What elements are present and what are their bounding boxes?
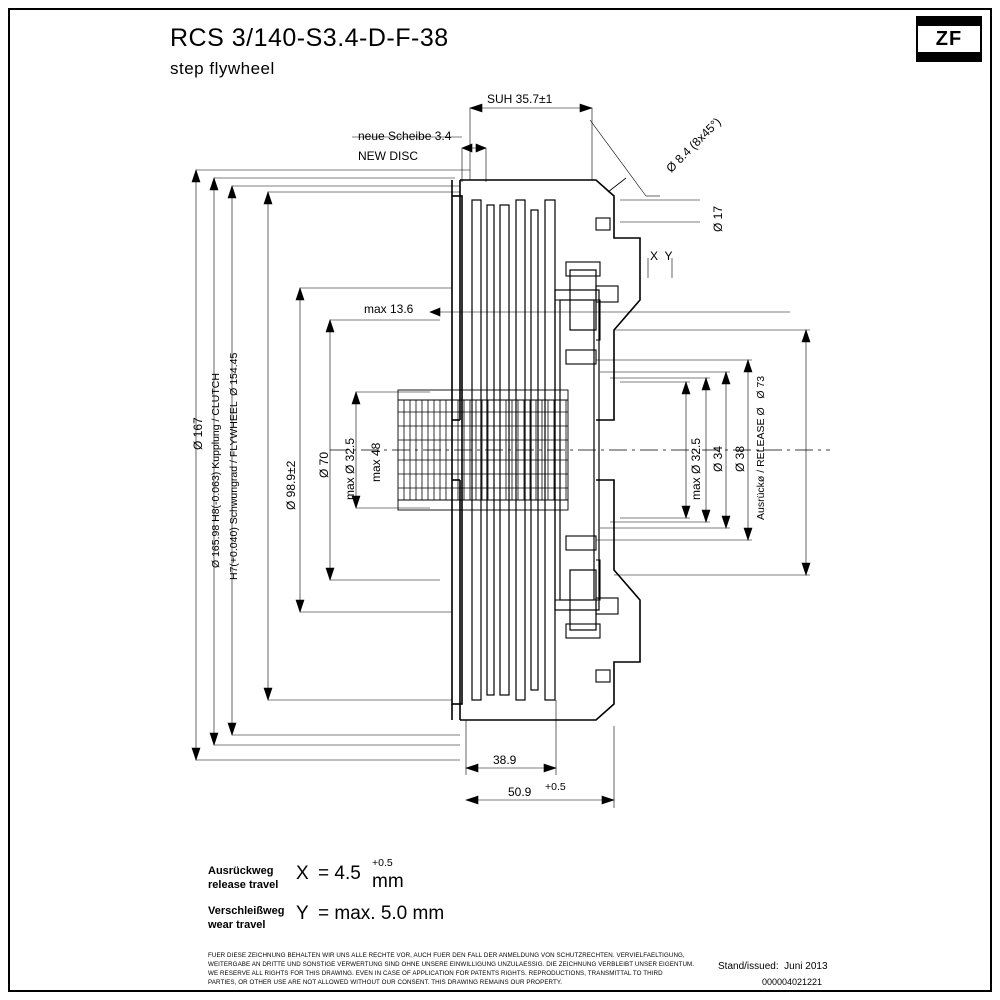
page-title: RCS 3/140-S3.4-D-F-38 (170, 24, 449, 52)
dim-50-9: 50.9 (508, 785, 532, 799)
dim-d167: Ø 167 (191, 417, 205, 450)
dim-50-9-tolerance: +0.5 (545, 781, 566, 793)
page-subtitle: step flywheel (170, 59, 275, 78)
zf-logo-text: ZF (935, 27, 963, 50)
note-wear-symbol: Y (296, 903, 309, 924)
dim-d98-9: Ø 98.9±2 (284, 460, 298, 510)
legal-line-2: WEITERGABE AN DRITTE UND SONSTIGE VERWERTUNG SIND OHNE UNSERE EINWILLIGUNG UNZULAESSIG. DIE ZEICHNUNG VERBLEIBT UNSER EIGENTUM. (208, 961, 695, 968)
document-number: 000004021221 (762, 977, 823, 987)
dim-max-13-6: max 13.6 (364, 302, 414, 316)
dim-max-32-5-left: max Ø 32.5 (343, 437, 357, 500)
dim-new-disc-de: neue Scheibe 3.4 (358, 129, 452, 143)
zf-logo (916, 16, 982, 62)
legal-line-4: PARTIES, OR OTHER USE ARE NOT ALLOWED WITHOUT OUR CONSENT. THIS DRAWING REMAINS OUR PROPERTY. (208, 979, 563, 986)
note-release-value: = 4.5 (318, 863, 361, 884)
dim-release-d73: Ausrückø / RELEASE Ø Ø 73 (755, 375, 767, 520)
legal-line-1: FUER DIESE ZEICHNUNG BEHALTEN WIR UNS ALLE RECHTE VOR, AUCH FUER DEN FALL DER ANMELDUNG VON SCHUTZRECHTEN. VERVIELFAELTIGUNG, (208, 952, 685, 959)
note-release-label-en: release travel (208, 879, 279, 891)
legal-line-3: WE RESERVE ALL RIGHTS FOR THIS DRAWING. EVEN IN CASE OF APPLICATION FOR PATENTS RIGHTS. REPRODUCTIONS, TRANSMITTAL TO THIRD (208, 970, 663, 977)
note-wear-label-de: Verschleißweg (208, 905, 285, 917)
dim-max-32-5-right: max Ø 32.5 (689, 437, 703, 500)
dim-38-9: 38.9 (493, 753, 517, 767)
dim-d154-45: H7(+0.040) Schwungrad / FLYWHEEL Ø 154.45 (228, 352, 240, 580)
dim-d34: Ø 34 (711, 445, 725, 472)
dim-max-48: max 48 (369, 442, 383, 482)
dim-d70: Ø 70 (317, 451, 331, 478)
dim-new-disc-en: NEW DISC (358, 149, 418, 163)
dim-d17: Ø 17 (711, 205, 725, 232)
dim-d38: Ø 38 (733, 445, 747, 472)
issued-date: Stand/issued: Juni 2013 (718, 961, 828, 972)
dim-suh: SUH 35.7±1 (487, 92, 553, 106)
note-release-tolerance: +0.5 (372, 857, 393, 869)
note-wear-value: = max. 5.0 mm (318, 903, 445, 924)
note-wear-label-en: wear travel (208, 919, 266, 931)
note-release-unit: mm (372, 871, 404, 892)
dim-xy-marker: X Y (650, 249, 673, 263)
note-release-label-de: Ausrückweg (208, 865, 274, 877)
dim-hole-8-4: Ø 8.4 (8x45°) (663, 114, 724, 176)
note-release-symbol: X (296, 863, 309, 884)
dim-d165-98: Ø 165.98 H8(-0.063) Kupplung / CLUTCH (210, 373, 222, 568)
